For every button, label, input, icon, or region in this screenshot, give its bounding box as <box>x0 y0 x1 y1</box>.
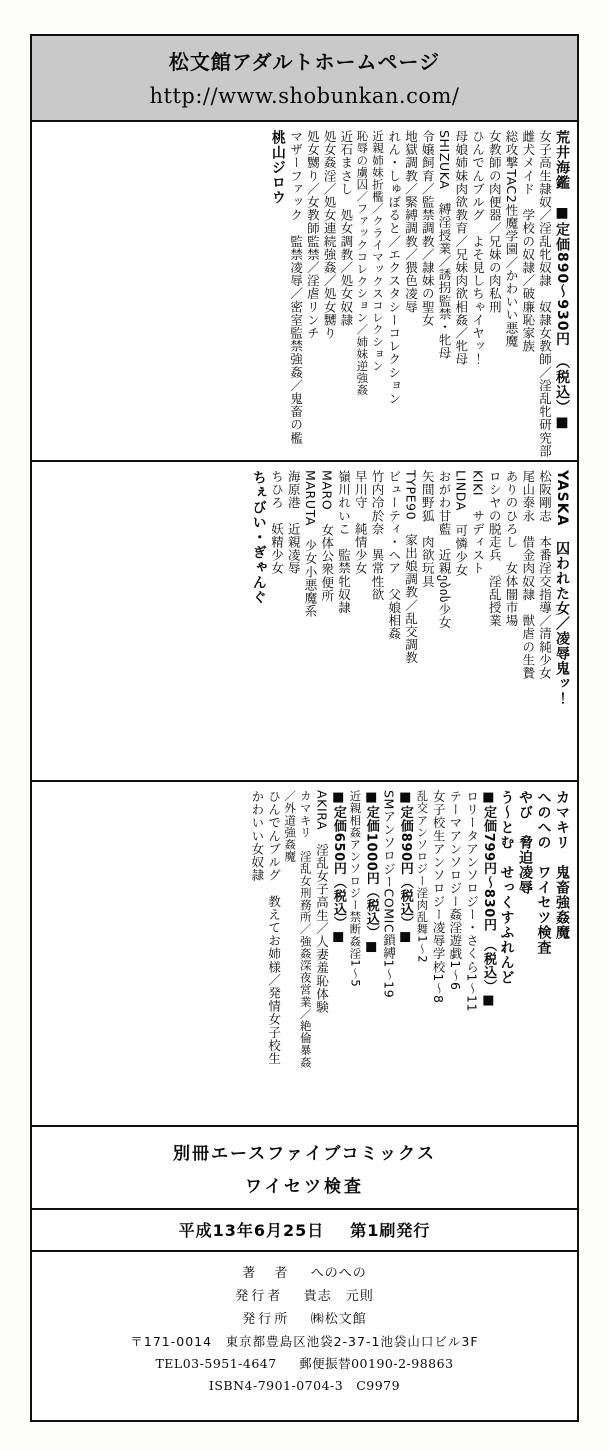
catalog-line: 尾山泰永 借金肉奴隷 獣虐の生贄 <box>520 470 536 680</box>
catalog-line: 女子校生アンソロジー凌辱学校1〜8 <box>431 790 447 1004</box>
postal-transfer: 郵便振替00190-2-98863 <box>299 1356 454 1372</box>
catalog-line: カマキリ 鬼畜強姦魔 <box>554 790 570 940</box>
catalog-line: 女教師の肉便器／兄妹の肉私刑 <box>487 130 503 314</box>
catalog-line: かわいい女奴隷 <box>249 790 265 882</box>
catalog-line: へのへの ワイセツ検査 <box>535 790 552 955</box>
publication-date: 平成13年6月25日 <box>178 1221 325 1240</box>
catalog-line: おがわ甘藍 近親ების少女 <box>436 470 452 630</box>
catalog-block-2 <box>32 462 577 782</box>
catalog-line: LINDA 可憐少女 <box>453 470 469 577</box>
catalog-line: ちぇびい・ぎゃんぐ <box>250 470 267 605</box>
company-row <box>32 1309 577 1332</box>
catalog-line: 令嬢飼育／監禁調教／隷妹の聖女 <box>420 130 436 327</box>
author-label: 著 者 <box>242 1266 291 1281</box>
author-name: へのへの <box>310 1266 367 1281</box>
catalog-line: 近石まさし 処女調教／処女奴隷 <box>338 130 354 327</box>
catalog-line: 矢間野狐 肉欲玩具 <box>420 470 436 588</box>
catalog-line: SMアンソロジーCOMIC鎖縛1〜19 <box>381 790 397 999</box>
catalog-line: SHIZUKA 縛淫授業／誘拐監禁・牝母 <box>436 130 452 360</box>
catalog-line: 処女姦淫／処女連続強姦／処女嬲り <box>322 130 338 340</box>
catalog-line: 乱交アンソロジー淫肉乱舞1〜2 <box>415 790 430 964</box>
catalog-line: ひんでんブルグ よそ見しちゃイヤッ！ <box>470 130 486 366</box>
catalog-line: ロシヤの脱走兵 淫乱授業 <box>487 470 503 628</box>
banner-url[interactable]: http://www.shobunkan.com/ <box>149 84 460 108</box>
catalog-line: ひんでんブルグ 教えてお姉様／発情女子校生 <box>266 790 282 1066</box>
catalog-line: ロリータアンソロジー・さくら1〜11 <box>464 790 480 1013</box>
catalog-line: 総攻撃TAC2性魔学園／かわいい悪魔 <box>503 130 519 348</box>
company-name: ㈱松文館 <box>310 1311 367 1327</box>
author-row <box>32 1263 577 1286</box>
catalog-block-3 <box>32 782 577 1127</box>
catalog-line: TYPE90 家出娘調教／乱交調教 <box>403 470 419 665</box>
catalog-line: 処女嬲り／女教師監禁／淫虐リンチ <box>305 130 321 340</box>
catalog-line: KIKI サディスト <box>470 470 486 575</box>
publisher-name: 貴志 元則 <box>303 1288 374 1304</box>
catalog-line: ちひろ 妖精少女 <box>269 470 285 575</box>
contact-row <box>32 1353 577 1375</box>
printing-info: 第1刷発行 <box>350 1221 431 1240</box>
colophon <box>32 1127 577 1420</box>
catalog-line: テーマアンソロジー姦淫遊戯1〜6 <box>447 790 463 991</box>
catalog-line: ■定価1000円（税込）■ <box>363 790 379 955</box>
catalog-line: 竹内冷於奈 異常性欲 <box>369 470 385 601</box>
book-title: ワイセツ検査 <box>32 1168 577 1210</box>
banner-title: 松文館アダルトホームページ <box>168 50 441 74</box>
catalog-line: 雌犬メイド 学校の奴隷／破廉恥家族 <box>520 130 536 353</box>
page-frame <box>30 34 579 1422</box>
catalog-line: カマキリ 淫乱女刑務所／強姦深夜営業／絶倫暴姦 <box>298 790 313 1069</box>
catalog-line: 母娘姉妹肉欲教育／兄妹肉欲相姦／牝母 <box>453 130 469 366</box>
catalog-line: やび 脅迫凌辱 <box>516 790 533 895</box>
isbn-row: ISBN4-7901-0704-3 C9979 <box>208 1378 401 1393</box>
catalog-line: 近親姉妹折檻／クライマックスコレクション <box>370 130 385 372</box>
catalog-line: ビューティ・ヘア 父娘相姦 <box>386 470 402 641</box>
imprint-details <box>32 1252 577 1397</box>
catalog-line: MARO 女体公衆便所 <box>319 470 335 602</box>
catalog-line: 海原港 近親凌辱 <box>286 470 302 575</box>
publisher-row <box>32 1286 577 1309</box>
catalog-line: 松阪剛志 本番淫交指導／清純少女 <box>537 470 553 680</box>
catalog-block-1 <box>32 122 577 462</box>
address-row: 〒171-0014 東京都豊島区池袋2-37-1池袋山口ビル3F <box>130 1334 479 1350</box>
catalog-line: ■定価890円（税込）■ <box>397 790 413 946</box>
telephone: TEL03-5951-4647 <box>155 1356 277 1372</box>
catalog-line: 早川守 純情少女 <box>353 470 369 575</box>
catalog-line: 桃山ジロウ <box>269 130 286 205</box>
catalog-line: れん・しゅぼると／エクスタシーコレクション <box>386 130 402 406</box>
catalog-line: 嶺川れいこ 監禁牝奴隷 <box>336 470 352 615</box>
catalog-line: AKIRA 淫乱女子高生／人妻羞恥体験 <box>314 790 330 1014</box>
catalog-line: MARUTA 少女小悪魔系 <box>302 470 318 618</box>
catalog-line: う〜とむ せっくすふれんど <box>498 790 515 985</box>
catalog-line: 女子高生隷奴／淫乱牝奴隷 奴隷女教師／淫乱牝研究部 <box>537 130 553 458</box>
website-banner <box>32 36 577 122</box>
catalog-line: ／外道強姦魔 <box>283 790 298 863</box>
catalog-line: ■定価799円〜830円 （税込）■ <box>480 790 496 1009</box>
publisher-label: 発行者 <box>235 1288 284 1304</box>
series-title: 別冊エースファイブコミックス <box>173 1144 436 1164</box>
catalog-line: YASKA 囚われた女／凌辱鬼ッ！ <box>554 470 570 707</box>
catalog-line: ありのひろし 女体闇市場 <box>503 470 519 628</box>
catalog-line: 近親相姦アンソロジー禁断姦淫1〜5 <box>348 790 363 988</box>
catalog-line: 地獄調教／緊縛調教／猥色凌辱 <box>403 130 419 314</box>
catalog-line: マザーファック 監禁凌辱／密室監禁強姦／鬼畜の檻 <box>288 130 304 445</box>
publication-date-row <box>32 1210 577 1252</box>
catalog-line: 荒井海鑑 ■定価890〜930円 （税込）■ <box>554 130 570 432</box>
company-label: 発行所 <box>242 1311 291 1327</box>
catalog-line: ■定価650円（税込）■ <box>330 790 346 946</box>
catalog-line: 恥辱の虜囚／ファックコレクション／姉妹逆強姦 <box>355 130 370 397</box>
